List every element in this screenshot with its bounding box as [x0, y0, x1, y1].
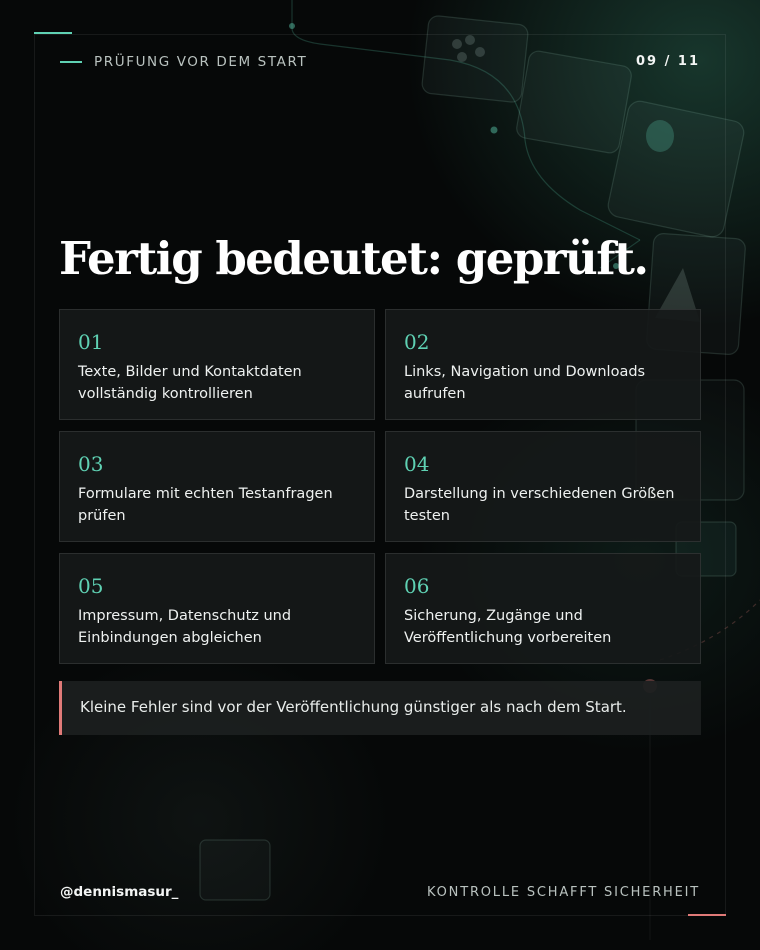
callout-text: Kleine Fehler sind vor der Veröffentlichung günstiger als nach dem Start.: [80, 698, 627, 716]
checklist-text: Impressum, Datenschutz und Einbindungen abgleichen: [78, 608, 292, 646]
header-accent-dash: [60, 61, 82, 63]
slide-title: Fertig bedeutet: geprüft.: [59, 232, 648, 285]
section-label: PRÜFUNG VOR DEM START: [94, 54, 308, 70]
checklist-card: [59, 431, 375, 542]
checklist-text: Links, Navigation und Downloads aufrufen: [404, 364, 646, 402]
checklist-text: Texte, Bilder und Kontaktdaten vollständig kontrollieren: [78, 364, 302, 402]
checklist-card: [385, 431, 701, 542]
checklist-number: 05: [78, 574, 104, 598]
checklist-number: 02: [404, 330, 430, 354]
callout-note: [59, 681, 701, 735]
checklist-number: 01: [78, 330, 104, 354]
checklist-text: Sicherung, Zugänge und Veröffentlichung vorbereiten: [404, 608, 612, 646]
bottom-accent-line: [688, 914, 726, 916]
checklist-number: 03: [78, 452, 104, 476]
checklist-number: 04: [404, 452, 430, 476]
checklist-number: 06: [404, 574, 430, 598]
checklist-card: [385, 553, 701, 664]
checklist-text: Formulare mit echten Testanfragen prüfen: [78, 486, 333, 524]
top-accent-line: [34, 32, 72, 34]
page-counter: 09 / 11: [636, 54, 700, 69]
author-handle: @dennismasur_: [60, 884, 179, 900]
checklist-card: [59, 309, 375, 420]
checklist-card: [59, 553, 375, 664]
checklist-card: [385, 309, 701, 420]
checklist-text: Darstellung in verschiedenen Größen testen: [404, 486, 675, 524]
footer-tagline: KONTROLLE SCHAFFT SICHERHEIT: [427, 885, 700, 900]
